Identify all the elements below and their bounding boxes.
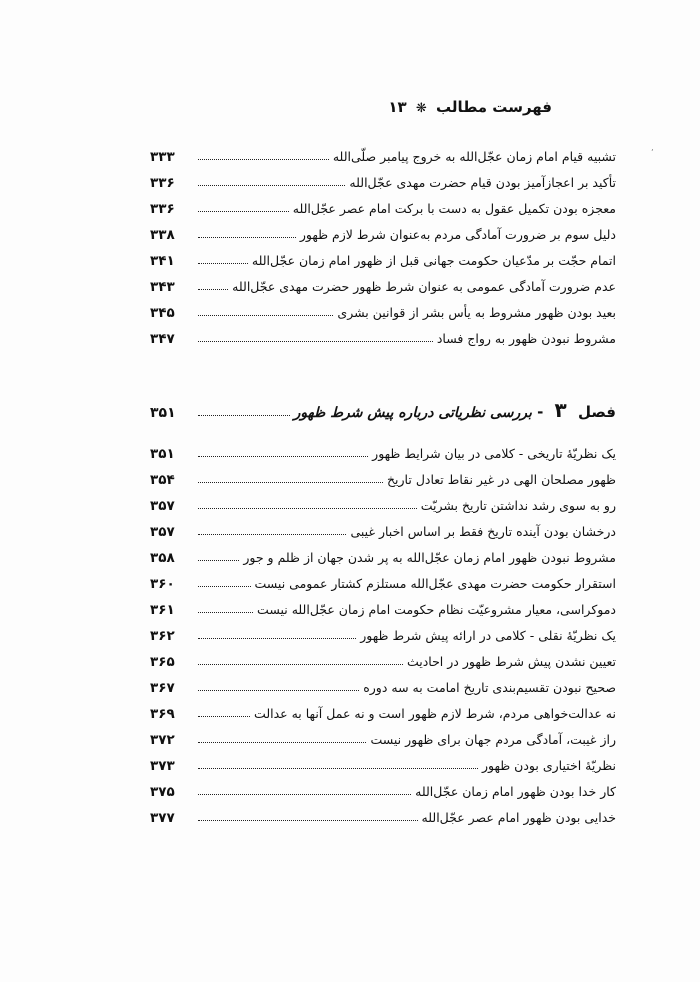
dot-leader: [198, 185, 345, 186]
toc-entry[interactable]: [150, 593, 616, 619]
toc-entry[interactable]: [150, 218, 616, 244]
toc-entry-page: ۳۷۷: [150, 810, 175, 826]
toc-entry-page: ۳۴۷: [150, 331, 175, 347]
toc-entry-title: رو به سوی رشد نداشتن تاریخ بشریّت: [420, 498, 616, 513]
dot-leader: [198, 456, 368, 457]
toc-entry-title: عدم ضرورت آمادگی عمومی به عنوان شرط ظهور حضرت مهدی عجّل‌الله: [232, 279, 616, 294]
toc-entry-page: ۳۷۵: [150, 784, 175, 800]
separator-star-icon: ❋: [415, 101, 427, 116]
toc-entry-page: ۳۶۰: [150, 576, 175, 592]
toc-entry-page: ۳۷۳: [150, 758, 175, 774]
header-page-number: ۱۳: [388, 98, 407, 116]
dot-leader: [198, 534, 346, 535]
toc-entry-page: ۳۵۷: [150, 524, 175, 540]
toc-entry[interactable]: [150, 244, 616, 270]
dot-leader: [198, 289, 228, 290]
dot-leader: [198, 211, 289, 212]
toc-entry-title: تأکید بر اعجازآمیز بودن قیام حضرت مهدی عجّل‌الله: [349, 175, 616, 190]
chapter-heading-title: [290, 398, 616, 422]
toc-entry-page: ۳۵۴: [150, 472, 175, 488]
chapter-page: ۳۵۱: [150, 405, 176, 421]
header-title: فهرست مطالب: [436, 98, 552, 116]
chapter-heading[interactable]: [150, 396, 616, 422]
toc-entry[interactable]: [150, 697, 616, 723]
dot-leader: [198, 263, 248, 264]
dot-leader: [198, 508, 417, 509]
dot-leader: [198, 638, 356, 639]
toc-entry-page: ۳۴۳: [150, 279, 175, 295]
toc-entry[interactable]: [150, 515, 616, 541]
dot-leader: [198, 586, 251, 587]
toc-entry-title: کار خدا بودن ظهور امام زمان عجّل‌الله: [415, 784, 616, 799]
toc-entry-title: تشبیه قیام امام زمان عجّل‌الله به خروج پیامبر صلّی‌الله: [332, 149, 616, 164]
chapter-label: فصل: [578, 403, 616, 421]
toc-entry-title: اتمام حجّت بر مدّعیان حکومت جهانی قبل از ظهور امام زمان عجّل‌الله: [251, 253, 616, 268]
toc-entry[interactable]: [150, 322, 616, 348]
toc-entry-page: ۳۶۷: [150, 680, 175, 696]
toc-entry[interactable]: [150, 619, 616, 645]
toc-entry[interactable]: [150, 801, 616, 827]
toc-entry[interactable]: [150, 723, 616, 749]
toc-entry-title: دموکراسی، معیار مشروعیّت نظام حکومت امام زمان عجّل‌الله نیست: [257, 602, 616, 617]
dot-leader: [198, 716, 250, 717]
chapter-title: بررسی نظریاتی درباره پیش شرط ظهور: [293, 405, 532, 421]
toc-entry[interactable]: [150, 541, 616, 567]
toc-entry-title: یک نظریّهٔ تاریخی - کلامی در بیان شرایط ظهور: [372, 446, 616, 461]
toc-entry-title: تعیین نشدن پیش شرط ظهور در احادیث: [406, 654, 616, 669]
toc-entry-page: ۳۶۵: [150, 654, 175, 670]
toc-entry-page: ۳۶۹: [150, 706, 175, 722]
dot-leader: [198, 315, 333, 316]
toc-entry-title: دلیل سوم بر ضرورت آمادگی مردم به‌عنوان شرط لازم ظهور: [299, 227, 616, 242]
toc-entry-title: راز غیبت، آمادگی مردم جهان برای ظهور نیست: [370, 732, 616, 747]
toc-entry-page: ۳۶۲: [150, 628, 175, 644]
toc-entry-page: ۳۵۷: [150, 498, 175, 514]
toc-entry-title: نظریّهٔ اختیاری بودن ظهور: [482, 758, 616, 773]
dot-leader: [198, 664, 403, 665]
toc-entry-title: معجزه بودن تکمیل عقول به دست با برکت امام عصر عجّل‌الله: [292, 201, 616, 216]
toc-entry[interactable]: [150, 489, 616, 515]
chapter-number: ۳: [554, 398, 567, 422]
dot-leader: [198, 159, 329, 160]
toc-entry-page: ۳۵۱: [150, 446, 175, 462]
margin-tick-mark: ʼ: [651, 148, 654, 157]
dot-leader: [198, 341, 433, 342]
toc-entry[interactable]: [150, 775, 616, 801]
toc-entry[interactable]: [150, 296, 616, 322]
toc-entry[interactable]: [150, 437, 616, 463]
toc-entry-title: نه عدالت‌خواهی مردم، شرط لازم ظهور است و نه عمل آنها به عدالت: [254, 706, 616, 721]
toc-entry[interactable]: [150, 140, 616, 166]
toc-entry-title: استقرار حکومت حضرت مهدی عجّل‌الله مستلزم کشتار عمومی نیست: [254, 576, 616, 591]
toc-entry[interactable]: [150, 166, 616, 192]
chapter-dash: -: [537, 403, 544, 421]
toc-entry[interactable]: [150, 192, 616, 218]
toc-entry-page: ۳۴۱: [150, 253, 175, 269]
dot-leader: [198, 612, 253, 613]
toc-entry-title: مشروط نبودن ظهور امام زمان عجّل‌الله به پر شدن جهان از ظلم و جور: [243, 550, 616, 565]
toc-entry-page: ۳۳۳: [150, 149, 175, 165]
dot-leader: [198, 820, 418, 821]
toc-entry-page: ۳۶۱: [150, 602, 175, 618]
toc-entry-page: ۳۳۶: [150, 201, 175, 217]
toc-entry-page: ۳۳۶: [150, 175, 175, 191]
toc-entry[interactable]: [150, 463, 616, 489]
toc-entry[interactable]: [150, 270, 616, 296]
toc-entry[interactable]: [150, 645, 616, 671]
toc-entry-title: صحیح نبودن تقسیم‌بندی تاریخ امامت به سه دوره: [363, 680, 616, 695]
dot-leader: [198, 415, 290, 416]
toc-entry-page: ۳۳۸: [150, 227, 175, 243]
toc-entry-title: بعید بودن ظهور مشروط به یأس بشر از قوانین بشری: [337, 305, 616, 320]
running-header: [388, 98, 552, 116]
toc-entry[interactable]: [150, 671, 616, 697]
dot-leader: [198, 482, 383, 483]
toc-entry[interactable]: [150, 567, 616, 593]
toc-entry-page: ۳۵۸: [150, 550, 175, 566]
dot-leader: [198, 560, 239, 561]
toc-entry-page: ۳۴۵: [150, 305, 175, 321]
toc-entry-title: ظهور مصلحان الهی در غیر نقاط تعادل تاریخ: [386, 472, 616, 487]
dot-leader: [198, 237, 296, 238]
toc-entry-title: خدایی بودن ظهور امام عصر عجّل‌الله: [421, 810, 616, 825]
dot-leader: [198, 690, 359, 691]
toc-entry-title: درخشان بودن آینده تاریخ فقط بر اساس اخبار غیبی: [350, 524, 616, 539]
toc-entry-title: یک نظریّهٔ نقلی - کلامی در ارائه پیش شرط ظهور: [360, 628, 616, 643]
dot-leader: [198, 794, 411, 795]
toc-entry[interactable]: [150, 749, 616, 775]
dot-leader: [198, 742, 366, 743]
toc-entry-page: ۳۷۲: [150, 732, 175, 748]
toc-entry-title: مشروط نبودن ظهور به رواج فساد: [436, 331, 616, 346]
dot-leader: [198, 768, 478, 769]
